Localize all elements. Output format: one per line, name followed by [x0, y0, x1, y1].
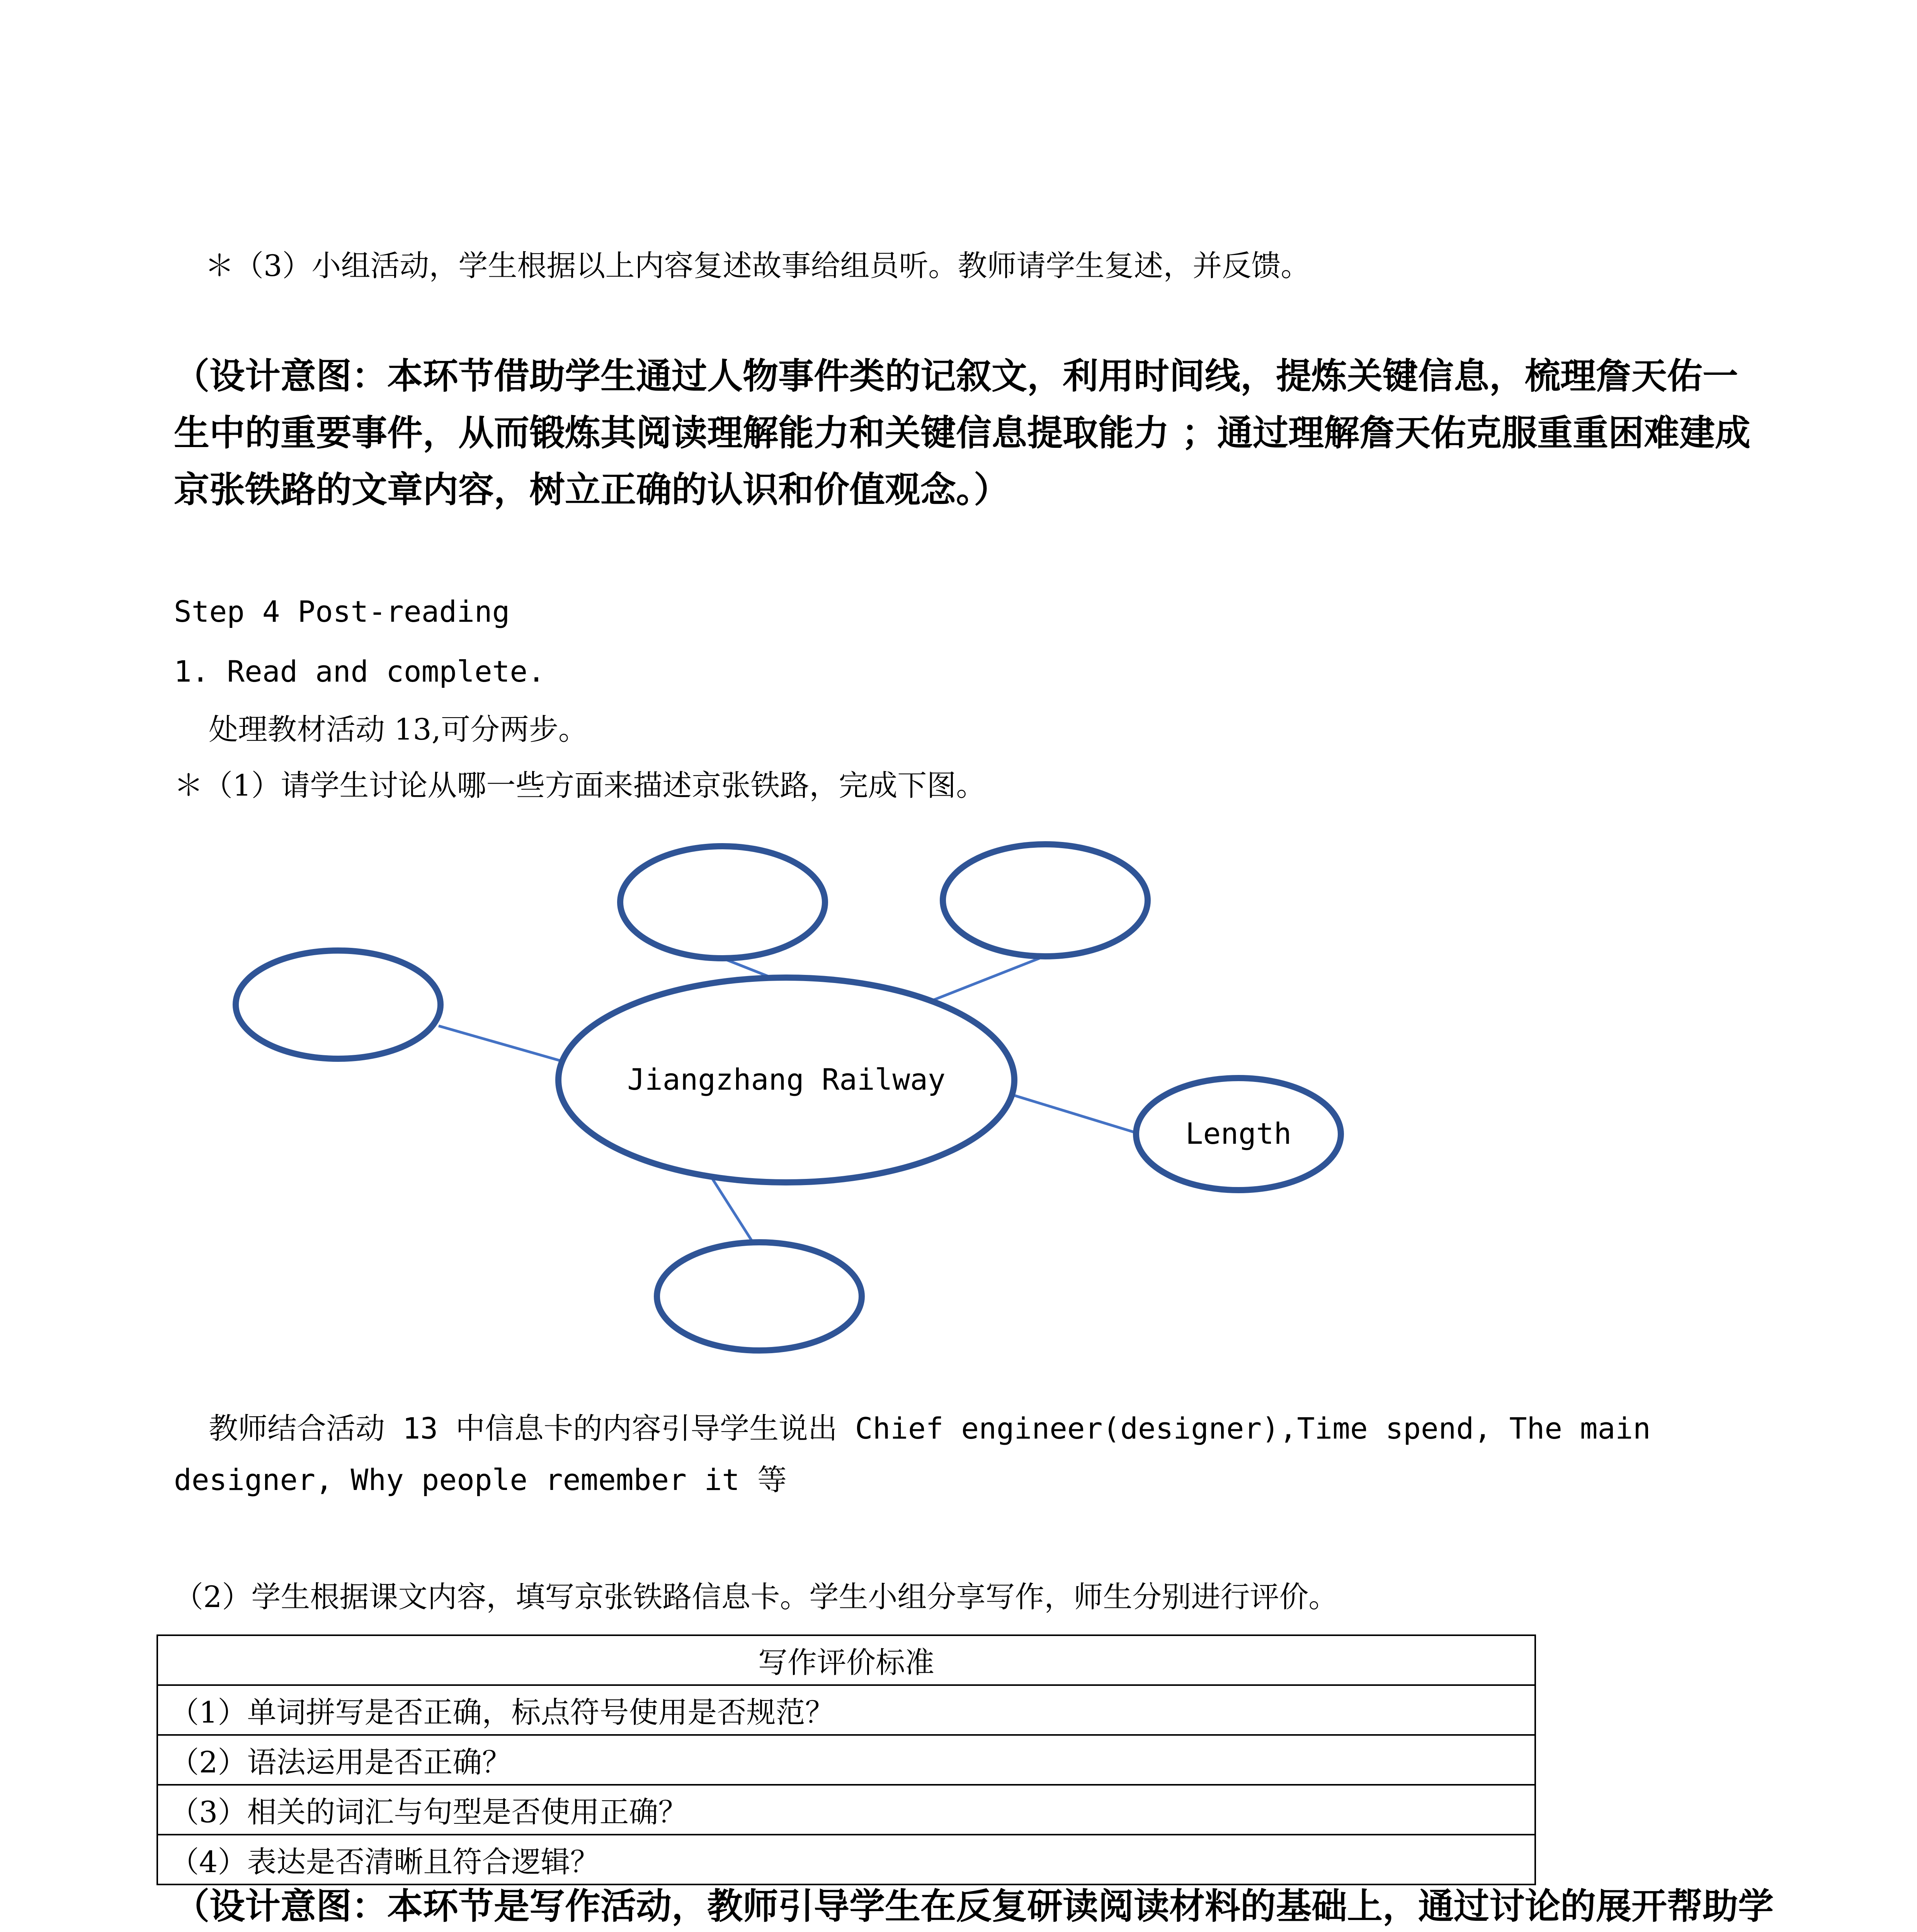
criteria-item-2: （2）语法运用是否正确？	[157, 1735, 1535, 1785]
table-row	[157, 1685, 1535, 1735]
teacher-guide: 教师结合活动 13 中信息卡的内容引导学生说出 Chief engineer(designer),Time spend, The main designer, Why people remember it 等	[174, 1411, 1651, 1497]
bubble-bottom	[657, 1242, 862, 1350]
design-intent-2: （设计意图：本环节是写作活动，教师引导学生在反复研读阅读材料的基础上，通过讨论的展开帮助学	[174, 1885, 1774, 1927]
criteria-table	[156, 1634, 1536, 1885]
criteria-item-4: （4）表达是否清晰且符合逻辑？	[157, 1835, 1535, 1884]
bubble-top-right	[943, 844, 1148, 956]
bubble-top-left	[620, 846, 825, 958]
criteria-item-3: （3）相关的词汇与句型是否使用正确？	[157, 1785, 1535, 1835]
criteria-header-row	[157, 1635, 1535, 1685]
table-row	[157, 1785, 1535, 1835]
center-label: Jiangzhang Railway	[627, 1062, 946, 1097]
connector-left	[439, 1026, 560, 1061]
step4-title: Step 4 Post-reading	[174, 594, 510, 629]
design-intent-1: （设计意图：本环节借助学生通过人物事件类的记叙文，利用时间线，提炼关键信息，梳理詹天佑一生中的重要事件，从而锻炼其阅读理解能力和关键信息提取能力 ；通过理解詹天佑克服重重困难建成京张铁路的文章内容，树立正确的认识和价值观念。）	[174, 355, 1751, 511]
step4-part2: （2）学生根据课文内容，填写京张铁路信息卡。学生小组分享写作，师生分别进行评价。	[174, 1580, 1338, 1614]
criteria-item-1: （1）单词拼写是否正确，标点符号使用是否规范？	[157, 1685, 1535, 1735]
connector-top-right	[922, 958, 1039, 1005]
bubble-left	[236, 951, 441, 1059]
step4-part1: ＊（1）请学生讨论从哪一些方面来描述京张铁路，完成下图。	[174, 768, 986, 803]
connector-right	[1014, 1095, 1134, 1132]
table-row	[157, 1735, 1535, 1785]
table-row	[157, 1835, 1535, 1884]
length-label: Length	[1185, 1116, 1292, 1151]
mind-map-diagram	[0, 831, 1917, 1391]
step4-item1: 1. Read and complete.	[174, 654, 545, 689]
top-item: ＊（3）小组活动，学生根据以上内容复述故事给组员听。教师请学生复述，并反馈。	[205, 248, 1310, 283]
connector-bottom	[711, 1177, 752, 1240]
criteria-header: 写作评价标准	[157, 1635, 1535, 1685]
step4-item1-sub: 处理教材活动 13,可分两步。	[209, 712, 588, 747]
